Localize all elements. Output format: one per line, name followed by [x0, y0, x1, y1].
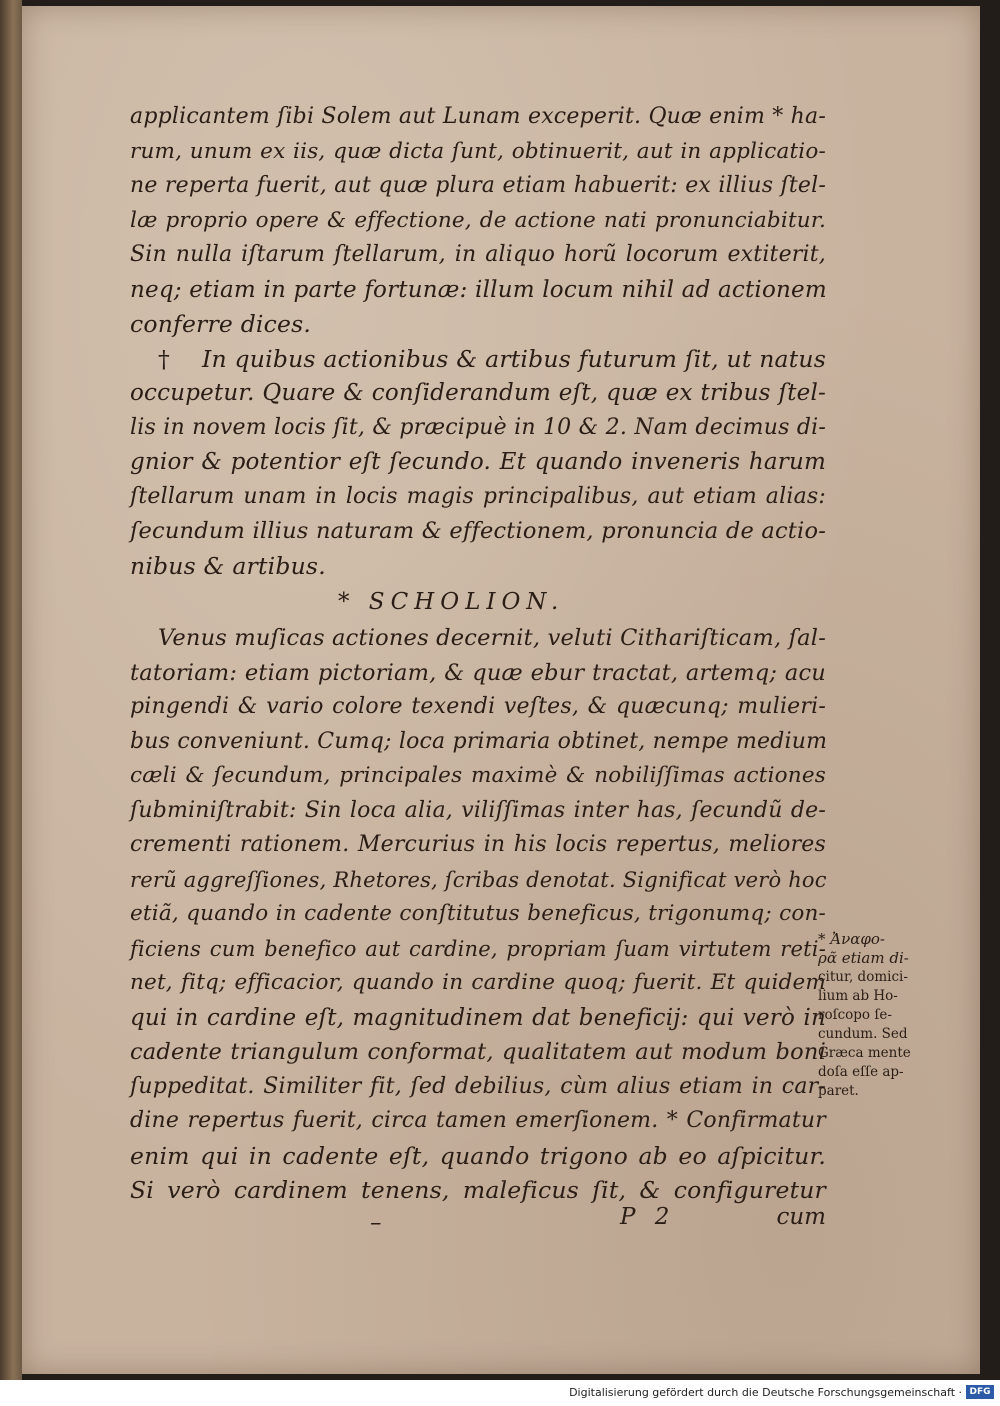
- scholion-line: cæli & ſecundum, principales maximè & nobiliſſimas actiones: [130, 763, 826, 788]
- margin-note-line: citur, domici-: [818, 969, 908, 985]
- margin-note-line: cundum. Sed: [818, 1026, 908, 1042]
- scholion-line: crementi rationem. Mercurius in his locis repertus, meliores: [130, 832, 826, 857]
- body-line: In quibus actionibus & artibus futurum ſit, ut natus: [202, 344, 826, 373]
- scholion-line: ſubminiſtrabit: Sin loca alia, viliſſimas inter has, ſecundũ de-: [130, 797, 826, 823]
- credit-bar: [0, 1380, 1000, 1406]
- catchword: cum: [776, 1204, 826, 1230]
- footer-dash: –: [370, 1210, 382, 1236]
- body-line: Sin nulla iſtarum ſtellarum, in aliquo horũ locorum extiterit,: [130, 242, 826, 267]
- scholion-line: dine repertus fuerit, circa tamen emerſionem. * Confirmatur: [130, 1108, 826, 1133]
- dfg-logo-icon: DFG: [966, 1385, 994, 1399]
- scholion-line: ficiens cum benefico aut cardine, propriam ſuam virtutem reti-: [130, 936, 826, 961]
- dagger-paragraph: [130, 342, 826, 377]
- book-spine: [0, 0, 22, 1380]
- body-line: ſecundum illius naturam & effectionem, pronuncia de actio-: [130, 518, 826, 544]
- scholion-line: cadente triangulum conformat, qualitatem aut modum boni: [130, 1039, 826, 1065]
- body-line: neq; etiam in parte fortunæ: illum locum nihil ad actionem: [130, 276, 827, 303]
- body-line: læ proprio opere & effectione, de actione nati pronunciabitur.: [130, 207, 826, 233]
- scholion-line: rerũ aggreſſiones, Rhetores, ſcribas denotat. Significat verò hoc: [130, 867, 827, 892]
- margin-note-line: paret.: [818, 1083, 859, 1099]
- scholion-line: ſuppeditat. Similiter fit, ſed debilius, cùm alius etiam in car-: [130, 1073, 826, 1099]
- body-line: ſtellarum unam in locis magis principalibus, aut etiam alias:: [130, 483, 826, 509]
- scholion-line: pingendi & vario colore texendi veſtes, & quæcunq; mulieri-: [130, 694, 826, 719]
- margin-note-line: * Ἀναφο-: [818, 930, 885, 948]
- funding-credit: Digitalisierung gefördert durch die Deutsche Forschungsgemeinschaft ·: [569, 1386, 962, 1399]
- margin-note-line: Græca mente: [818, 1045, 911, 1061]
- body-line: nibus & artibus.: [130, 551, 326, 580]
- body-line: ne reperta fuerit, aut quæ plura etiam habuerit: ex illius ſtel-: [130, 173, 826, 198]
- body-line: applicantem ſibi Solem aut Lunam exceperit. Quæ enim * ha-: [130, 104, 826, 129]
- margin-note-line: roſcopo ſe-: [818, 1007, 892, 1023]
- scholion-line: bus conveniunt. Cumq; loca primaria obtinet, nempe medium: [130, 728, 828, 754]
- body-line: conferre dices.: [130, 310, 312, 338]
- scholion-line: net, fitq; efficacior, quando in cardine quoq; fuerit. Et quidem: [130, 970, 826, 995]
- scholion-line: Si verò cardinem tenens, maleficus ſit, & configuretur: [130, 1176, 826, 1204]
- scholion-line: qui in cardine eſt, magnitudinem dat beneficij: qui verò in: [130, 1004, 826, 1031]
- margin-note: [818, 930, 930, 1101]
- scholion-line: enim qui in cadente eſt, quando trigono ab eo aſpicitur.: [130, 1141, 826, 1170]
- margin-note-line: doſa eſſe ap-: [818, 1064, 904, 1080]
- section-heading: * SCHOLION.: [338, 589, 565, 615]
- signature-mark: P 2: [620, 1204, 676, 1230]
- scholion-line: etiã, quando in cadente conſtitutus beneficus, trigonumq; con-: [130, 901, 826, 926]
- dagger-mark: †: [158, 344, 170, 373]
- scholion-line: Venus muſicas actiones decernit, veluti Cithariſticam, ſal-: [158, 625, 826, 651]
- body-line: rum, unum ex iis, quæ dicta ſunt, obtinuerit, aut in applicatio-: [130, 138, 826, 164]
- body-line: gnior & potentior eſt ſecundo. Et quando inveneris harum: [130, 449, 826, 475]
- main-text-block: [130, 100, 826, 1208]
- scholion-line: tatoriam: etiam pictoriam, & quæ ebur tractat, artemq; acu: [130, 659, 826, 686]
- book-page: [22, 6, 980, 1374]
- page-footer: [130, 1204, 826, 1238]
- body-line: occupetur. Quare & conſiderandum eſt, quæ ex tribus ſtel-: [130, 380, 826, 406]
- body-line: lis in novem locis ſit, & præcipuè in 10 & 2. Nam decimus di-: [130, 414, 826, 440]
- margin-note-line: lium ab Ho-: [818, 988, 898, 1004]
- margin-note-line: ρᾶ etiam di-: [818, 949, 909, 967]
